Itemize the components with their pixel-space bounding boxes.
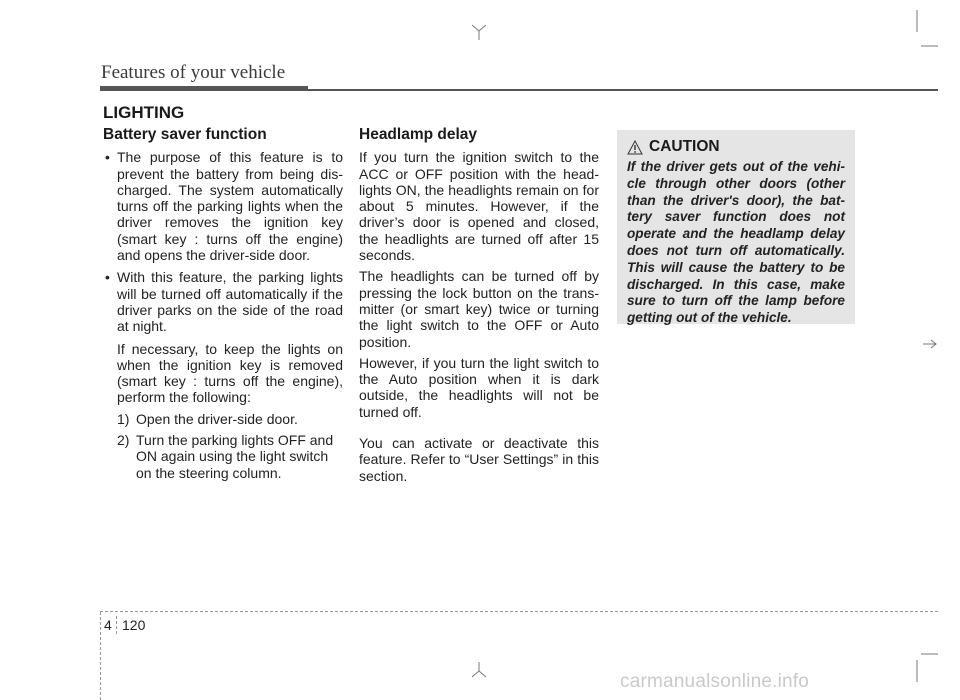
headlamp-paragraph: The headlights can be turned off by pressing the lock button on the trans-mitter (or smart key) twice or turning the light switch to the OFF or Auto position. (359, 268, 599, 350)
watermark: carmanualsonline.info (620, 671, 810, 692)
headlamp-paragraph: You can activate or deactivate this feature. Refer to “User Settings” in this section. (359, 435, 599, 484)
headlamp-delay-heading: Headlamp delay (359, 126, 478, 143)
bullet-text: The purpose of this feature is to prevent the battery from being dis-charged. The system automatically turns off the parking lights when the driver removes the ignition key (smart key : turns off the engine) and opens the driver-side door. (117, 149, 343, 264)
step-number: 2) (117, 432, 130, 449)
battery-saver-paragraph: If necessary, to keep the lights on when the ignition key is removed (smart key : turns off the engine), perform the following: (117, 340, 343, 406)
chapter-number: 4 (104, 617, 112, 633)
step-number: 1) (117, 410, 130, 427)
battery-saver-heading: Battery saver function (103, 126, 267, 143)
bullet-icon: • (105, 269, 110, 286)
bullet-text: With this feature, the parking lights will be turned off automatically if the driver parks on the side of the road at night. (117, 269, 343, 335)
headlamp-paragraph: If you turn the ignition switch to the ACC or OFF position with the head-lights ON, the headlights remain on for about 5 minutes. However, if the driver’s door is opened and closed, the headlights are turned off after 15 seconds. (359, 149, 599, 264)
step-text: Turn the parking lights OFF and ON again using the light switch on the steering column. (136, 432, 334, 481)
page-number: 120 (122, 617, 146, 633)
header-title: Features of your vehicle (101, 62, 286, 83)
step-text: Open the driver-side door. (136, 410, 298, 427)
headlamp-paragraph: However, if you turn the light switch to the Auto position when it is dark outside, the headlights will not be turned off. (359, 354, 599, 420)
caution-text: If the driver gets out of the vehi-cle through other doors (other than the driver's door), the bat-tery saver function does not operate and the headlamp delay does not turn off automatically. This will cause the battery to be discharged. In this case, make sure to turn off the lamp before getting out of the vehicle. (627, 159, 845, 326)
section-title: LIGHTING (103, 103, 185, 122)
caution-title: CAUTION (649, 138, 720, 155)
bullet-icon: • (105, 149, 110, 166)
